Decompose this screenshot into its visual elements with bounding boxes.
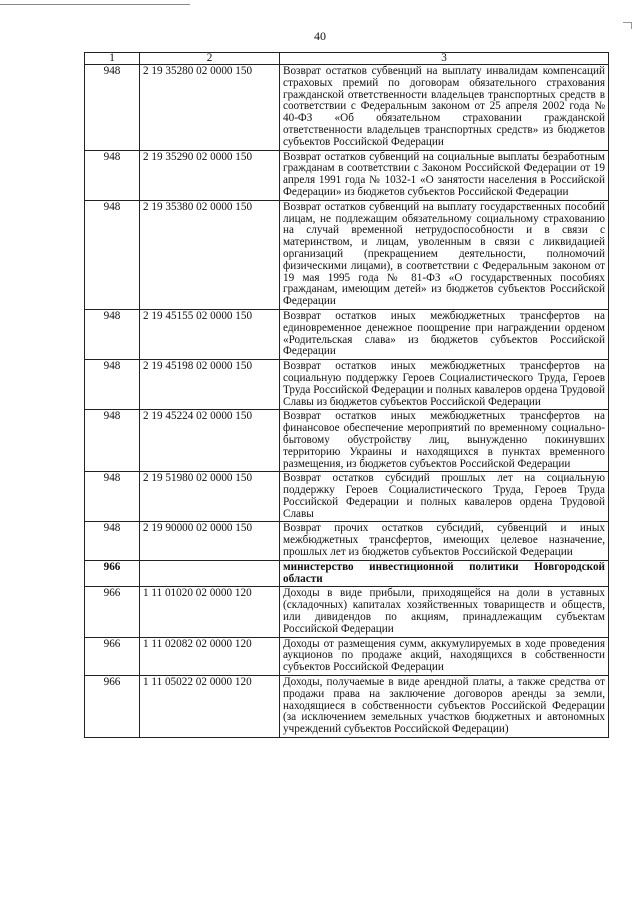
scan-edge-line [0, 4, 190, 5]
description-cell: Доходы, получаемые в виде арендной платы, а также средства от продажи права на заключение договоров аренды за земли, находящиеся в собственности субъектов Российской Федерации (за исключением земельных участков бюджетных и автономных учреждений субъектов Российской Федерации) [280, 676, 609, 738]
table-header-row [85, 53, 609, 65]
table-row [85, 587, 609, 637]
admin-code-cell: 948 [85, 150, 140, 200]
table-row [85, 309, 609, 359]
description-cell: Возврат остатков иных межбюджетных трансфертов на финансовое обеспечение мероприятий по временному социально-бытовому обустройству лиц, вынужденно покинувших территорию Украины и находящихся в пунктах временного размещения, из бюджетов субъектов Российской Федерации [280, 410, 609, 472]
admin-code-cell: 948 [85, 65, 140, 151]
description-cell: Возврат остатков субвенций на выплату инвалидам компенсаций страховых премий по договорам обязательного страхования гражданской ответственности владельцев транспортных средств в соответствии с Федеральным законом от 25 апреля 2002 года № 40-ФЗ «Об обязательном страховании гражданской ответственности владельцев транспортных средств» из бюджетов субъектов Российской Федерации [280, 65, 609, 151]
column-header-2: 2 [140, 53, 280, 65]
table-row [85, 560, 609, 587]
budget-code-cell: 2 19 35280 02 0000 150 [140, 65, 280, 151]
budget-classification-table [84, 52, 609, 738]
admin-code-cell: 966 [85, 676, 140, 738]
column-header-3: 3 [280, 53, 609, 65]
description-cell: Возврат прочих остатков субсидий, субвенций и иных межбюджетных трансфертов, имеющих целевое назначение, прошлых лет из бюджетов субъектов Российской Федерации [280, 522, 609, 560]
table-row [85, 150, 609, 200]
admin-code-cell: 966 [85, 637, 140, 675]
budget-code-cell: 2 19 45224 02 0000 150 [140, 410, 280, 472]
admin-code-cell: 948 [85, 472, 140, 522]
admin-code-cell: 966 [85, 560, 140, 587]
admin-code-cell: 948 [85, 360, 140, 410]
page-number: 40 [314, 29, 326, 43]
column-header-1: 1 [85, 53, 140, 65]
budget-code-cell: 2 19 51980 02 0000 150 [140, 472, 280, 522]
scan-corner-mark [623, 22, 632, 29]
budget-code-cell: 1 11 05022 02 0000 120 [140, 676, 280, 738]
table-body [85, 65, 609, 738]
admin-code-cell: 948 [85, 410, 140, 472]
table-row [85, 360, 609, 410]
table-row [85, 410, 609, 472]
description-cell: Доходы от размещения сумм, аккумулируемых в ходе проведения аукционов по продаже акций, находящихся в собственности субъектов Российской Федерации [280, 637, 609, 675]
budget-code-cell: 2 19 45198 02 0000 150 [140, 360, 280, 410]
budget-code-cell: 2 19 90000 02 0000 150 [140, 522, 280, 560]
table-row [85, 637, 609, 675]
description-cell: министерство инвестиционной политики Новгородской области [280, 560, 609, 587]
table-row [85, 522, 609, 560]
table-row [85, 65, 609, 151]
admin-code-cell: 948 [85, 200, 140, 309]
budget-code-cell: 2 19 35380 02 0000 150 [140, 200, 280, 309]
description-cell: Доходы в виде прибыли, приходящейся на доли в уставных (складочных) капиталах хозяйственных товариществ и обществ, или дивидендов по акциям, принадлежащим субъектам Российской Федерации [280, 587, 609, 637]
table-row [85, 676, 609, 738]
admin-code-cell: 966 [85, 587, 140, 637]
admin-code-cell: 948 [85, 309, 140, 359]
budget-code-cell: 2 19 35290 02 0000 150 [140, 150, 280, 200]
table-row [85, 200, 609, 309]
description-cell: Возврат остатков субсидий прошлых лет на социальную поддержку Героев Социалистического Труда, Героев Труда Российской Федерации и полных кавалеров ордена Трудовой Славы [280, 472, 609, 522]
description-cell: Возврат остатков субвенций на выплату государственных пособий лицам, не подлежащим обязательному социальному страхованию на случай временной нетрудоспособности и в связи с материнством, и лицам, уволенным в связи с ликвидацией организаций (прекращением деятельности, полномочий физическими лицами), в соответствии с Федеральным законом от 19 мая 1995 года № 81-ФЗ «О государственных пособиях гражданам, имеющим детей» из бюджетов субъектов Российской Федерации [280, 200, 609, 309]
description-cell: Возврат остатков иных межбюджетных трансфертов на единовременное денежное поощрение при награждении орденом «Родительская слава» из бюджетов субъектов Российской Федерации [280, 309, 609, 359]
admin-code-cell: 948 [85, 522, 140, 560]
table-row [85, 472, 609, 522]
description-cell: Возврат остатков иных межбюджетных трансфертов на социальную поддержку Героев Социалистического Труда, Героев Труда Российской Федерации и полных кавалеров ордена Трудовой Славы из бюджетов субъектов Российской Федерации [280, 360, 609, 410]
budget-code-cell: 1 11 02082 02 0000 120 [140, 637, 280, 675]
budget-code-cell [140, 560, 280, 587]
budget-code-cell: 1 11 01020 02 0000 120 [140, 587, 280, 637]
description-cell: Возврат остатков субвенций на социальные выплаты безработным гражданам в соответствии с Законом Российской Федерации от 19 апреля 1991 года № 1032-1 «О занятости населения в Российской Федерации» из бюджетов субъектов Российской Федерации [280, 150, 609, 200]
budget-code-cell: 2 19 45155 02 0000 150 [140, 309, 280, 359]
